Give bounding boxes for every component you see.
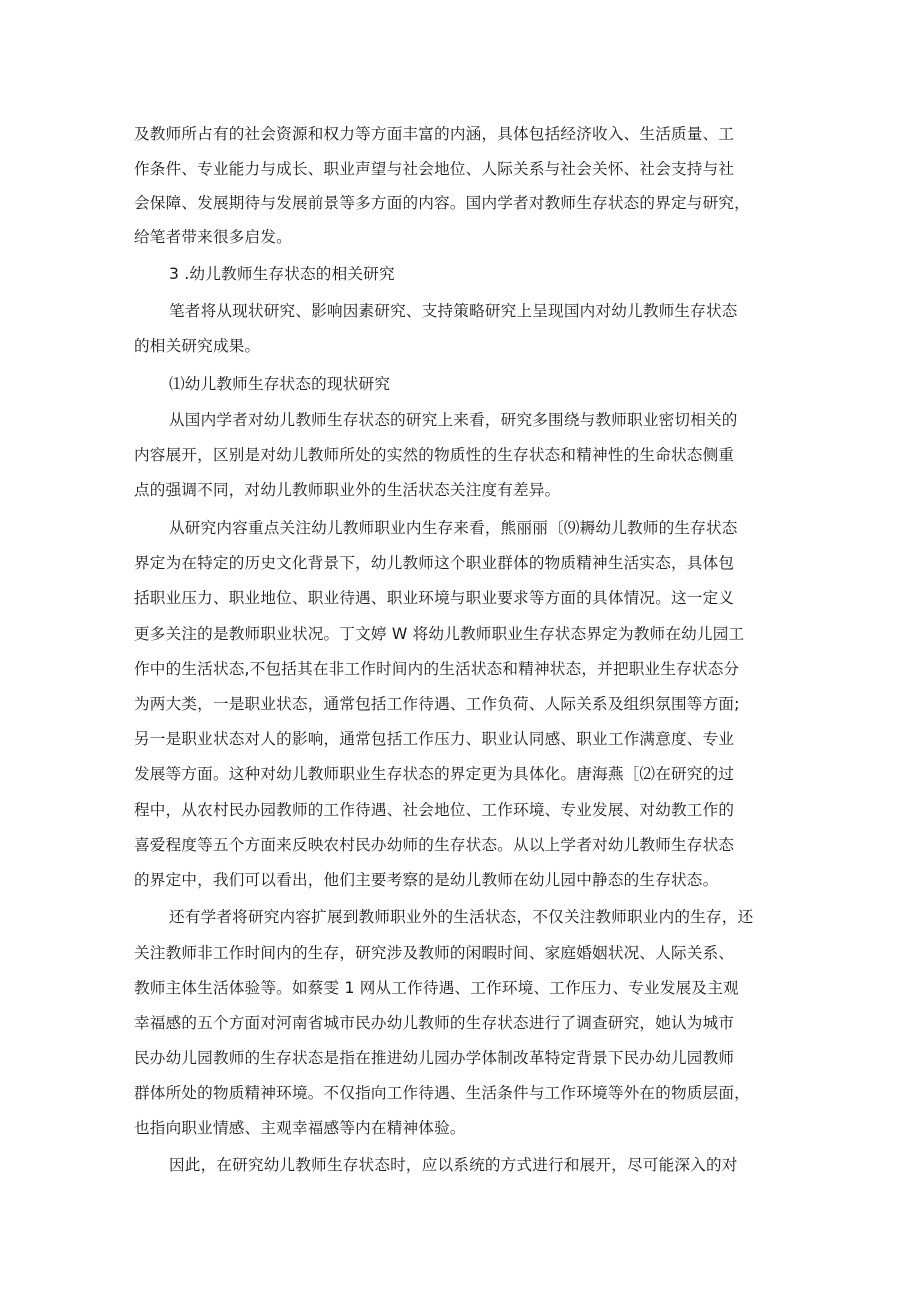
text-line: 会保障、发展期待与发展前景等多方面的内容。国内学者对教师生存状态的界定与研究， [134, 194, 750, 212]
text-line: 从国内学者对幼儿教师生存状态的研究上来看，研究多围绕与教师职业密切相关的 [169, 411, 738, 429]
text-line: 关注教师非工作时间内的生存，研究涉及教师的闲暇时间、家庭婚姻状况、人际关系、 [134, 944, 735, 962]
text-line: 的界定中，我们可以看出，他们主要考察的是幼儿教师在幼儿园中静态的生存状态。 [134, 871, 719, 889]
text-line: 界定为在特定的历史文化背景下，幼儿教师这个职业群体的物质精神生活实态，具体包 [134, 554, 735, 572]
text-line: 内容展开，区别是对幼儿教师所处的实然的物质性的生存状态和精神性的生命状态侧重 [134, 446, 735, 464]
text-line: 喜爱程度等五个方面来反映农村民办幼师的生存状态。从以上学者对幼儿教师生存状态 [134, 836, 735, 854]
text-line: 作中的生活状态,不包括其在非工作时间内的生活状态和精神状态，并把职业生存状态分 [134, 660, 740, 678]
text-line: 程中，从农村民办园教师的工作待遇、社会地位、工作环境、专业发展、对幼教工作的 [134, 801, 735, 819]
text-line: 教师主体生活体验等。如蔡雯 1 网从工作待遇、工作环境、工作压力、专业发展及主观 [134, 979, 739, 997]
text-line: 从研究内容重点关注幼儿教师职业内生存来看，熊丽丽〔⑼耨幼儿教师的生存状态 [169, 519, 738, 537]
text-line: 群体所处的物质精神环境。不仅指向工作待遇、生活条件与工作环境等外在的物质层面， [134, 1084, 750, 1102]
section-heading: 3 .幼儿教师生存状态的相关研究 [169, 265, 395, 283]
text-line: 另一是职业状态对人的影响，通常包括工作压力、职业认同感、职业工作满意度、专业 [134, 730, 735, 748]
text-line: 因此，在研究幼儿教师生存状态时，应以系统的方式进行和展开，尽可能深入的对 [169, 1156, 738, 1174]
text-line: 民办幼儿园教师的生存状态是指在推进幼儿园办学体制改革特定背景下民办幼儿园教师 [134, 1049, 735, 1067]
text-line: 还有学者将研究内容扩展到教师职业外的生活状态，不仅关注教师职业内的生存，还 [169, 908, 754, 926]
text-line: 为两大类，一是职业状态，通常包括工作待遇、工作负荷、人际关系及组织氛围等方面; [134, 695, 740, 713]
text-line: 作条件、专业能力与成长、职业声望与社会地位、人际关系与社会关怀、社会支持与社 [134, 160, 735, 178]
text-line: 发展等方面。这种对幼儿教师职业生存状态的界定更为具体化。唐海燕［⑵在研究的过 [134, 765, 735, 783]
text-line: 更多关注的是教师职业状况。丁文婷 W 将幼儿教师职业生存状态界定为教师在幼儿园工 [134, 625, 745, 643]
text-line: 括职业压力、职业地位、职业待遇、职业环境与职业要求等方面的具体情况。这一定义 [134, 589, 735, 607]
text-line: 也指向职业情感、主观幸福感等内在精神体验。 [134, 1119, 466, 1137]
text-line: 给笔者带来很多启发。 [134, 228, 292, 246]
subsection-heading: ⑴幼儿教师生存状态的现状研究 [169, 375, 391, 393]
text-line: 的相关研究成果。 [134, 337, 261, 355]
text-line: 笔者将从现状研究、影响因素研究、支持策略研究上呈现国内对幼儿教师生存状态 [169, 302, 738, 320]
text-line: 点的强调不同，对幼儿教师职业外的生活状态关注度有差异。 [134, 481, 561, 499]
text-line: 及教师所占有的社会资源和权力等方面丰富的内涵，具体包括经济收入、生活质量、工 [134, 125, 735, 143]
text-line: 幸福感的五个方面对河南省城市民办幼儿教师的生存状态进行了调查研究，她认为城市 [134, 1014, 735, 1032]
